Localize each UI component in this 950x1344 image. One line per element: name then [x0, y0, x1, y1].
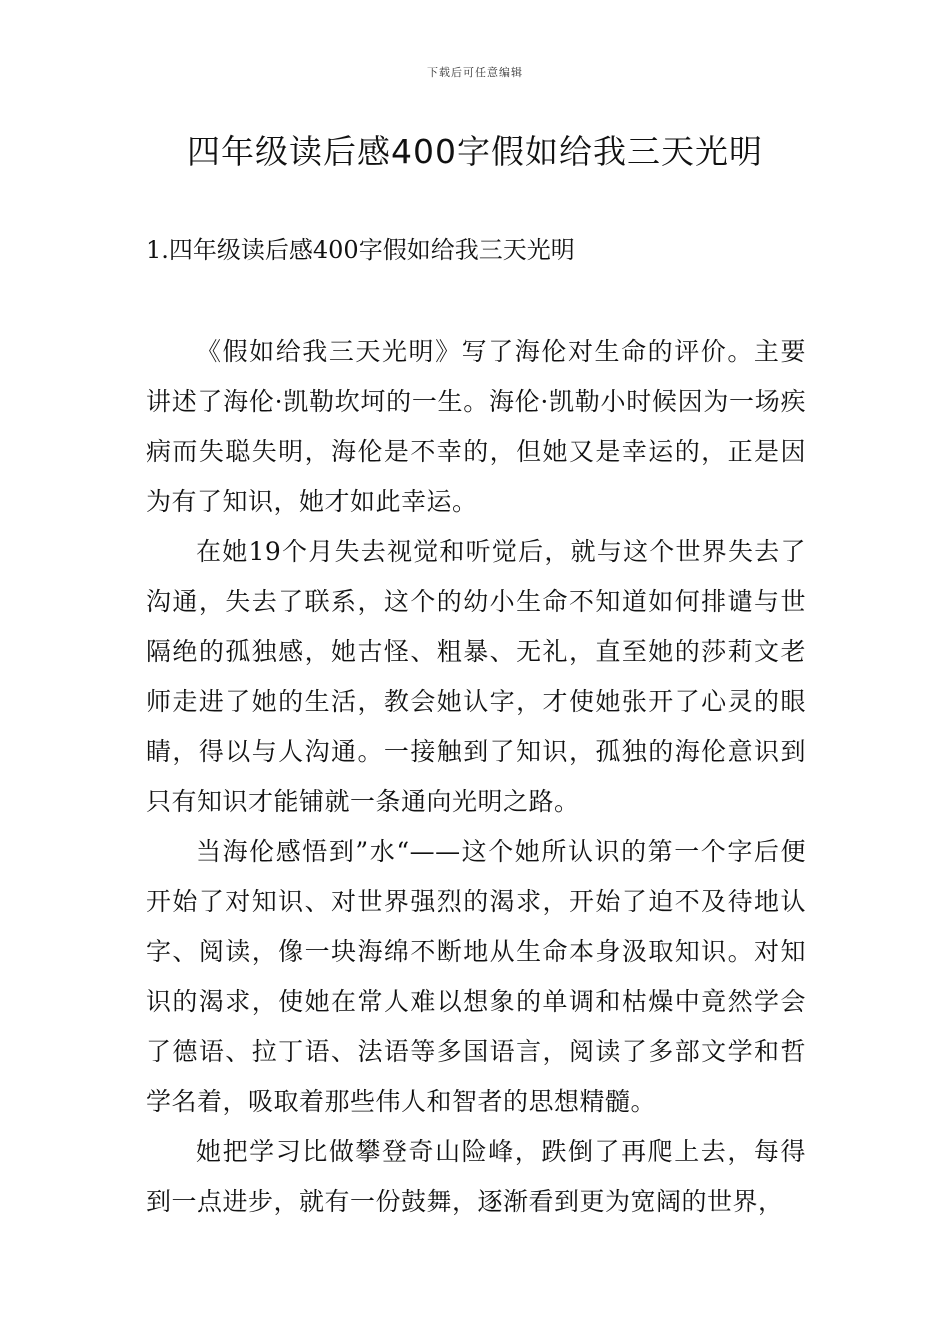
header-note: 下载后可任意编辑 [427, 66, 523, 79]
section-heading: 1.四年级读后感400字假如给我三天光明 [146, 236, 575, 264]
document-title: 四年级读后感400字假如给我三天光明 [187, 132, 763, 171]
paragraph: 《假如给我三天光明》写了海伦对生命的评价。主要讲述了海伦·凯勒坎坷的一生。海伦·凯勒小时候因为一场疾病而失聪失明，海伦是不幸的，但她又是幸运的，正是因为有了知识，她才如此幸运。 [146, 337, 806, 516]
paragraph: 她把学习比做攀登奇山险峰，跌倒了再爬上去，每得到一点进步，就有一份鼓舞，逐渐看到更为宽阔的世界， [146, 1137, 806, 1216]
document-body [146, 327, 806, 1227]
paragraph: 当海伦感悟到”水“——这个她所认识的第一个字后便开始了对知识、对世界强烈的渴求，开始了迫不及待地认字、阅读，像一块海绵不断地从生命本身汲取知识。对知识的渴求，使她在常人难以想象的单调和枯燥中竟然学会了德语、拉丁语、法语等多国语言，阅读了多部文学和哲学名着，吸取着那些伟人和智者的思想精髓。 [146, 837, 806, 1116]
paragraph: 在她19个月失去视觉和听觉后，就与这个世界失去了沟通，失去了联系，这个的幼小生命不知道如何排谴与世隔绝的孤独感，她古怪、粗暴、无礼，直至她的莎莉文老师走进了她的生活，教会她认字，才使她张开了心灵的眼睛，得以与人沟通。一接触到了知识，孤独的海伦意识到只有知识才能铺就一条通向光明之路。 [146, 537, 806, 816]
